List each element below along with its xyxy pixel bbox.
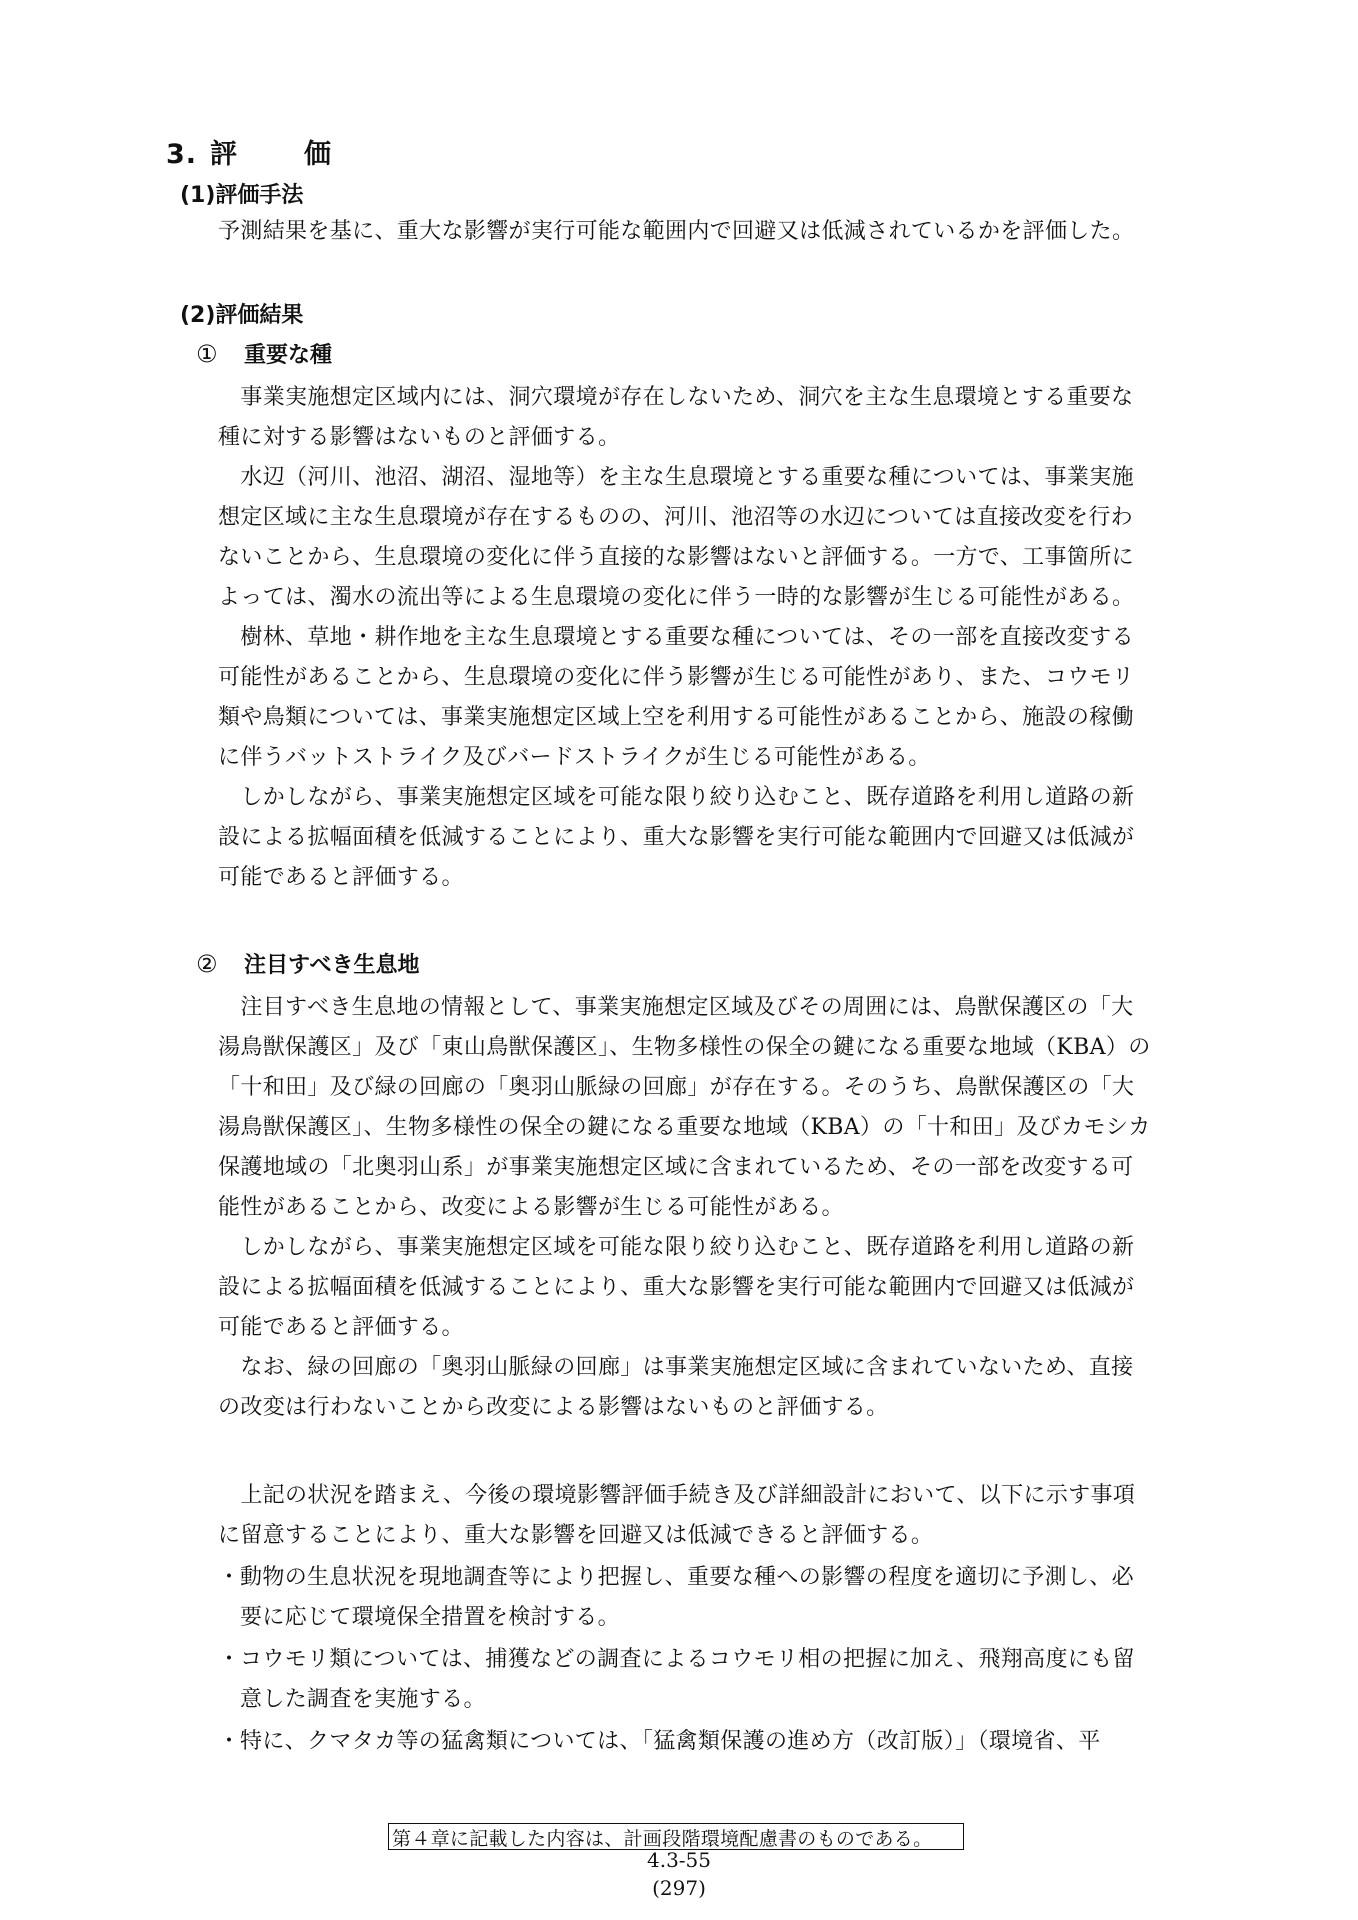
paragraph-line: 樹林、草地・耕作地を主な生息環境とする重要な種については、その一部を直接改変する xyxy=(218,625,1134,650)
paragraph-line: 類や鳥類については、事業実施想定区域上空を利用する可能性があることから、施設の稼働 xyxy=(218,705,1134,730)
paragraph-line: 「十和田」及び緑の回廊の「奥羽山脈緑の回廊」が存在する。そのうち、鳥獣保護区の「大 xyxy=(218,1075,1135,1100)
section-number: 3. xyxy=(166,139,198,170)
bullet-dot: ・ xyxy=(218,1647,241,1672)
method-text: 予測結果を基に、重大な影響が実行可能な範囲内で回避又は低減されているかを評価した。 xyxy=(218,219,1135,244)
paragraph-line: しかしながら、事業実施想定区域を可能な限り絞り込むこと、既存道路を利用し道路の新 xyxy=(218,785,1135,810)
bullet-dot: ・ xyxy=(218,1729,241,1754)
bullet-item xyxy=(218,1560,1135,1591)
paragraph-line: 想定区域に主な生息環境が存在するものの、河川、池沼等の水辺については直接改変を行わ xyxy=(218,505,1134,530)
method-heading: (1)評価手法 xyxy=(180,183,304,208)
paragraph-line: 可能性があることから、生息環境の変化に伴う影響が生じる可能性があり、また、コウモリ xyxy=(218,665,1135,690)
page-number: 4.3-55 xyxy=(646,1848,711,1872)
paragraph-line: 湯鳥獣保護区」及び「東山鳥獣保護区」、生物多様性の保全の鍵になる重要な地域（KBA）の xyxy=(218,1035,1151,1060)
species-heading-label: 重要な種 xyxy=(244,343,333,368)
paragraph-line: 可能であると評価する。 xyxy=(218,865,464,890)
bullet-text: 動物の生息状況を現地調査等により把握し、重要な種への影響の程度を適切に予測し、必 xyxy=(240,1565,1135,1590)
paragraph-line: 可能であると評価する。 xyxy=(218,1315,464,1340)
bullet-dot: ・ xyxy=(218,1565,241,1590)
paragraph-line: しかしながら、事業実施想定区域を可能な限り絞り込むこと、既存道路を利用し道路の新 xyxy=(218,1235,1135,1260)
footer-note: 第４章に記載した内容は、計画段階環境配慮書のものである。 xyxy=(392,1828,933,1850)
summary-line: に留意することにより、重大な影響を回避又は低減できると評価する。 xyxy=(218,1523,934,1548)
paragraph-line: ないことから、生息環境の変化に伴う直接的な影響はないと評価する。一方で、工事箇所に xyxy=(218,545,1134,570)
paragraph-line: 保護地域の「北奥羽山系」が事業実施想定区域に含まれているため、その一部を改変する可 xyxy=(218,1155,1134,1180)
paragraph-line: 設による拡幅面積を低減することにより、重大な影響を実行可能な範囲内で回避又は低減が xyxy=(218,1275,1135,1300)
bullet-text: 特に、クマタカ等の猛禽類については、「猛禽類保護の進め方（改訂版）」（環境省、平 xyxy=(240,1729,1101,1754)
bullet-item xyxy=(218,1642,1135,1673)
bullet-item xyxy=(218,1724,1101,1755)
paragraph-line: 注目すべき生息地の情報として、事業実施想定区域及びその周囲には、鳥獣保護区の「大 xyxy=(218,995,1134,1020)
bullet-continuation: 要に応じて環境保全措置を検討する。 xyxy=(240,1605,620,1630)
circled-number-1: ① xyxy=(196,340,218,368)
paragraph-line: 湯鳥獣保護区」、生物多様性の保全の鍵になる重要な地域（KBA）の「十和田」及びカモシカ xyxy=(218,1115,1151,1140)
paragraph-line: 水辺（河川、池沼、湖沼、湿地等）を主な生息環境とする重要な種については、事業実施 xyxy=(218,465,1134,490)
paragraph-line: 事業実施想定区域内には、洞穴環境が存在しないため、洞穴を主な生息環境とする重要な xyxy=(218,385,1134,410)
paragraph-line: なお、緑の回廊の「奥羽山脈緑の回廊」は事業実施想定区域に含まれていないため、直接 xyxy=(218,1355,1134,1380)
paragraph-line: に伴うバットストライク及びバードストライクが生じる可能性がある。 xyxy=(218,745,931,770)
habitat-heading xyxy=(196,948,420,979)
circled-number-2: ② xyxy=(196,950,218,978)
paragraph-line: よっては、濁水の流出等による生息環境の変化に伴う一時的な影響が生じる可能性がある。 xyxy=(218,585,1135,610)
paragraph-line: の改変は行わないことから改変による影響はないものと評価する。 xyxy=(218,1395,889,1420)
summary-line: 上記の状況を踏まえ、今後の環境影響評価手続き及び詳細設計において、以下に示す事項 xyxy=(218,1483,1136,1508)
paragraph-line: 種に対する影響はないものと評価する。 xyxy=(218,425,621,450)
sub-page-number: (297) xyxy=(652,1876,706,1900)
section-heading xyxy=(166,132,351,171)
bullet-continuation: 意した調査を実施する。 xyxy=(240,1687,486,1712)
section-title: 評 価 xyxy=(210,139,351,170)
paragraph-line: 能性があることから、改変による影響が生じる可能性がある。 xyxy=(218,1195,844,1220)
habitat-heading-label: 注目すべき生息地 xyxy=(244,953,420,978)
bullet-text: コウモリ類については、捕獲などの調査によるコウモリ相の把握に加え、飛翔高度にも留 xyxy=(240,1647,1135,1672)
species-heading xyxy=(196,338,332,369)
results-heading: (2)評価結果 xyxy=(180,303,304,328)
paragraph-line: 設による拡幅面積を低減することにより、重大な影響を実行可能な範囲内で回避又は低減が xyxy=(218,825,1135,850)
